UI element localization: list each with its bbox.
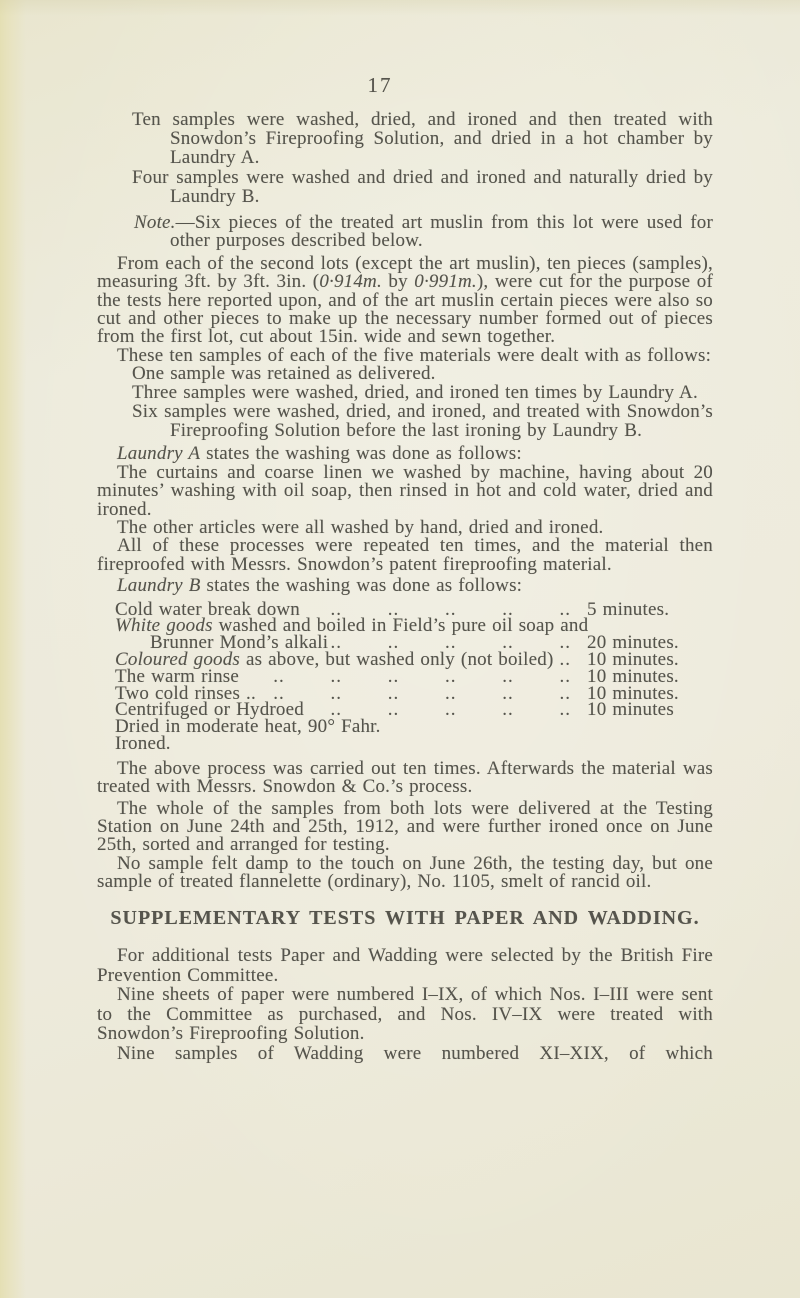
- list-item-three-samples: Three samples were washed, dried, and ironed ten times by Laundry A.: [132, 382, 698, 404]
- paragraph-paper-samples: Nine sheets of paper were numbered I–IX, of which Nos. I–III were sent to the Committee as purchased, and Nos. IV–IX were treated with Snowdon’s Fireproofing Solution.: [97, 984, 713, 1045]
- wash-step-label: Centrifuged or Hydroed: [115, 699, 304, 721]
- wash-step-row: [115, 733, 713, 755]
- wash-step-label: Dried in moderate heat, 90° Fahr.: [115, 716, 381, 738]
- intro-item-ten-samples: Ten samples were washed, dried, and ironed and then treated with Snowdon’s Fireproofing Solution, and dried in a hot chamber by Laundry A.: [132, 109, 713, 168]
- wash-step-label: Cold water break down: [115, 598, 301, 620]
- paragraph-process-repeated-ten-times: The above process was carried out ten times. Afterwards the material was treated with Messrs. Snowdon & Co.’s process.: [97, 757, 713, 798]
- wash-step-label: Two cold rinses ..: [115, 682, 256, 704]
- intro-item-four-samples: Four samples were washed and dried and ironed and naturally dried by Laundry B.: [132, 167, 713, 208]
- dot-leader: .. .. .. .. .. ..: [273, 668, 571, 686]
- wash-step-duration: 10 minutes: [587, 699, 674, 721]
- paragraph-second-lots: From each of the second lots (except the art muslin), ten pieces (samples), measuring 3ft. by 3ft. 3in. (0·914m. by 0·991m.), were cut for the purpose of the tests here reported upon, and of the art muslin certain pieces were also so cut and other pieces to make up the necessary number formed out of pieces from the first lot, cut about 15in. wide and sewn together.: [97, 252, 713, 348]
- dot-leader: .. .. .. .. ..: [330, 702, 571, 720]
- paragraph-other-articles: The other articles were all washed by hand, dried and ironed.: [117, 517, 604, 539]
- paragraph-these-ten-samples: These ten samples of each of the five materials were dealt with as follows:: [117, 344, 712, 366]
- paragraph-laundry-a-statement: Laundry A states the washing was done as follows:: [117, 443, 522, 465]
- note-paragraph: Note.—Six pieces of the treated art muslin from this lot were used for other purposes described below.: [134, 211, 713, 252]
- wash-step-row: [115, 716, 713, 738]
- wash-step-duration: 10 minutes.: [587, 665, 679, 687]
- wash-step-duration: 5 minutes.: [587, 598, 670, 620]
- dot-leader: .. .. .. .. ..: [330, 635, 571, 653]
- section-heading-supplementary-tests: SUPPLEMENTARY TESTS WITH PAPER AND WADDING.: [110, 906, 700, 929]
- wash-step-label: Brunner Mond’s alkali: [150, 632, 329, 654]
- wash-step-label: The warm rinse: [115, 665, 240, 687]
- wash-process-table: [97, 598, 713, 755]
- wash-step-duration: 10 minutes.: [587, 649, 679, 671]
- paragraph-wadding-samples: Nine samples of Wadding were numbered XI–XIX, of which: [117, 1042, 713, 1064]
- paragraph-laundry-b-statement: Laundry B states the washing was done as follows:: [117, 575, 523, 597]
- wash-step-duration: 20 minutes.: [587, 632, 679, 654]
- paragraph-additional-tests: For additional tests Paper and Wadding were selected by the British Fire Prevention Committee.: [97, 945, 713, 986]
- wash-step-label: Coloured goods as above, but washed only (not boiled): [115, 649, 554, 671]
- list-item-one-sample: One sample was retained as delivered.: [132, 363, 436, 385]
- wash-step-duration: 10 minutes.: [587, 682, 679, 704]
- page-text-block: [97, 0, 713, 1063]
- paragraph-processes-repeated: All of these processes were repeated ten times, and the material then fireproofed with Messrs. Snowdon’s patent fireproofing material.: [97, 535, 713, 575]
- wash-step-label: Ironed.: [115, 733, 171, 755]
- wash-step-label: White goods washed and boiled in Field’s pure oil soap and: [115, 615, 589, 637]
- page-number: 17: [367, 73, 393, 97]
- paragraph-samples-delivered: The whole of the samples from both lots were delivered at the Testing Station on June 24th and 25th, 1912, and were further ironed once on June 25th, sorted and arranged for testing.: [97, 797, 713, 856]
- dot-leader: .. .. .. .. .. ..: [273, 685, 571, 703]
- paragraph-curtains-washing: The curtains and coarse linen we washed by machine, having about 20 minutes’ washing with oil soap, then rinsed in hot and cold water, dried and ironed.: [97, 461, 713, 520]
- paragraph-no-sample-damp: No sample felt damp to the touch on June 26th, the testing day, but one sample of treated flannelette (ordinary), No. 1105, smelt of rancid oil.: [97, 852, 713, 893]
- dot-leader: .. .. .. .. ..: [330, 601, 571, 619]
- dot-leader: ..: [559, 652, 571, 669]
- list-item-six-samples: Six samples were washed, dried, and ironed, and treated with Snowdon’s Fireproofing Solution before the last ironing by Laundry B.: [132, 400, 713, 441]
